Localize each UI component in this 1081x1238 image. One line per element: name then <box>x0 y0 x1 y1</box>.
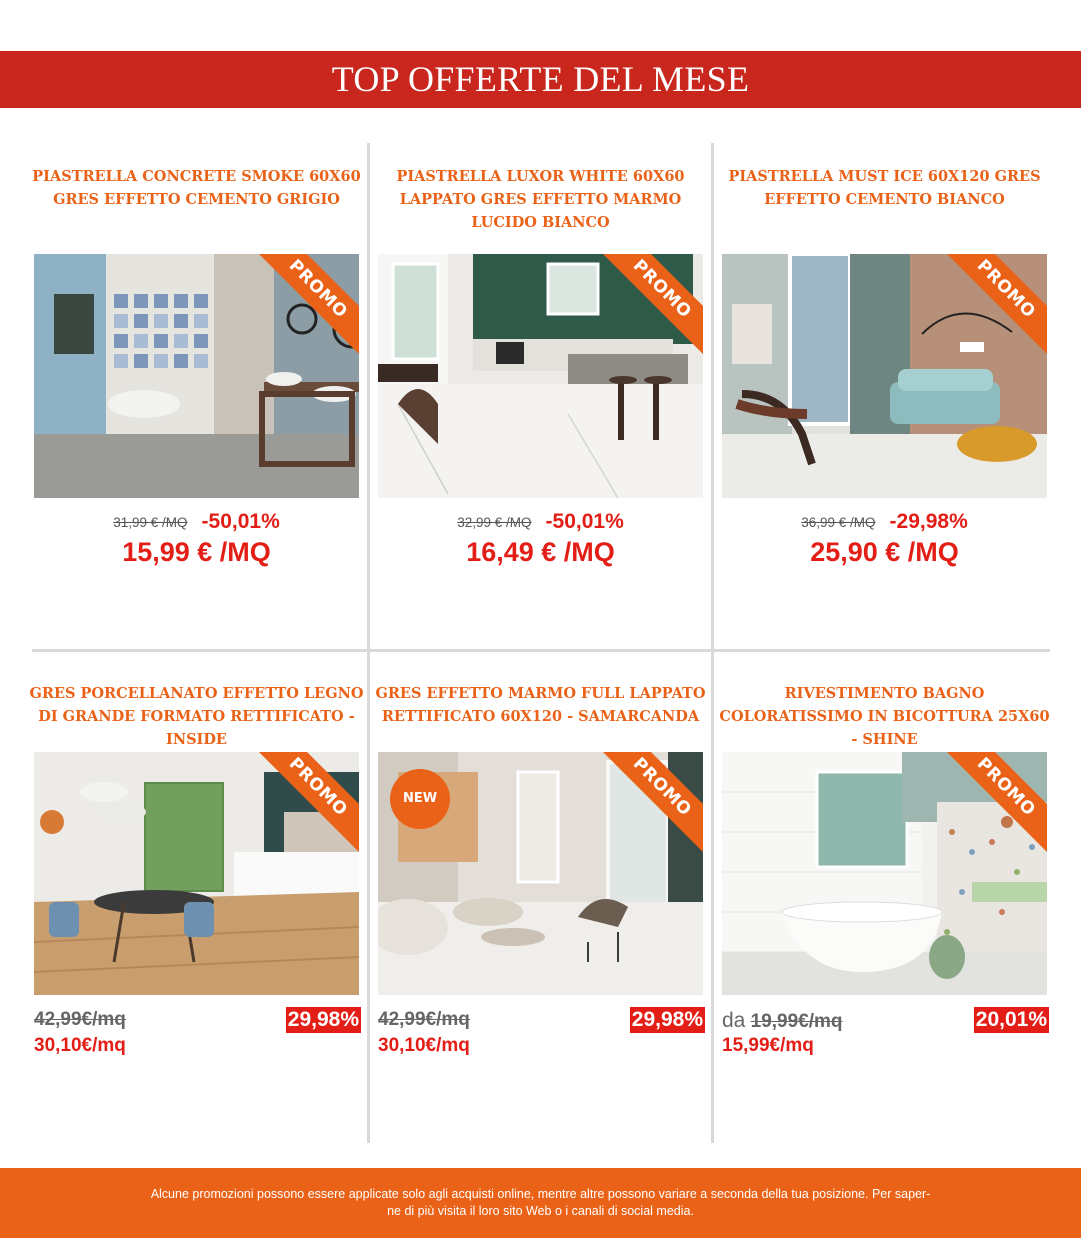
product-title[interactable]: GRES PORCELLANATO EFFETTO LEGNO DI GRANDE FORMATO RETTIFICATO - INSIDE <box>29 685 364 748</box>
product-title[interactable]: RIVESTIMENTO BAGNO COLORATISSIMO IN BICOTTURA 25X60 - SHINE <box>719 685 1050 748</box>
product-card[interactable] <box>29 682 364 1082</box>
old-price: 36,99 € /MQ <box>801 514 876 530</box>
product-title[interactable]: PIASTRELLA MUST ICE 60X120 GRES EFFETTO CEMENTO BIANCO <box>728 168 1041 208</box>
product-image[interactable] <box>722 752 1047 995</box>
product-card[interactable] <box>34 165 359 585</box>
discount-percent: 29,98% <box>287 1008 359 1031</box>
discount-percent: -50,01% <box>545 510 624 533</box>
sale-price: 15,99 € /MQ <box>122 537 271 567</box>
promo-ribbon: PROMO <box>603 254 703 354</box>
discount-percent: 20,01% <box>975 1008 1047 1031</box>
product-title[interactable]: PIASTRELLA LUXOR WHITE 60X60 LAPPATO GRES EFFETTO MARMO LUCIDO BIANCO <box>396 168 685 231</box>
product-image[interactable] <box>34 752 359 995</box>
sale-price: 16,49 € /MQ <box>466 537 615 567</box>
promo-ribbon: PROMO <box>259 254 359 354</box>
discount-percent: -50,01% <box>201 510 280 533</box>
promo-ribbon: PROMO <box>947 752 1047 852</box>
product-image[interactable] <box>34 254 359 498</box>
price-prefix: da <box>722 1009 746 1032</box>
discount-percent: 29,98% <box>631 1008 703 1031</box>
column-divider <box>367 143 370 1143</box>
column-divider <box>711 143 714 1143</box>
old-price: 42,99€/mq <box>34 1009 126 1030</box>
old-price-line <box>722 1009 843 1033</box>
product-image[interactable] <box>378 752 703 995</box>
product-card[interactable] <box>378 165 703 585</box>
page-title: TOP OFFERTE DEL MESE <box>0 51 1081 108</box>
row-divider <box>32 649 1050 652</box>
old-price: 19,99€/mq <box>750 1011 843 1032</box>
discount-percent: -29,98% <box>889 510 968 533</box>
product-image[interactable] <box>722 254 1047 498</box>
footer-disclaimer <box>0 1168 1081 1238</box>
disclaimer-line: ne di più visita il loro sito Web o i canali di social media. <box>387 1204 694 1218</box>
promo-ribbon: PROMO <box>947 254 1047 354</box>
new-badge: NEW <box>390 769 450 829</box>
sale-price: 30,10€/mq <box>34 1035 126 1056</box>
promo-ribbon: PROMO <box>603 752 703 852</box>
sale-price: 15,99€/mq <box>722 1035 814 1056</box>
sale-price: 30,10€/mq <box>378 1035 470 1056</box>
old-price: 31,99 € /MQ <box>113 514 188 530</box>
promo-ribbon: PROMO <box>259 752 359 852</box>
disclaimer-line: Alcune promozioni possono essere applicate solo agli acquisti online, mentre altre possono variare a seconda della tua posizione. Per saper- <box>150 1187 931 1201</box>
product-card[interactable] <box>719 682 1050 1082</box>
product-title[interactable]: PIASTRELLA CONCRETE SMOKE 60X60 GRES EFFETTO CEMENTO GRIGIO <box>32 168 361 208</box>
old-price: 42,99€/mq <box>378 1009 470 1030</box>
product-title[interactable]: GRES EFFETTO MARMO FULL LAPPATO RETTIFICATO 60X120 - SAMARCANDA <box>375 685 706 725</box>
sale-price: 25,90 € /MQ <box>810 537 959 567</box>
product-image[interactable] <box>378 254 703 498</box>
product-card[interactable] <box>375 682 706 1082</box>
old-price: 32,99 € /MQ <box>457 514 532 530</box>
product-card[interactable] <box>722 165 1047 585</box>
